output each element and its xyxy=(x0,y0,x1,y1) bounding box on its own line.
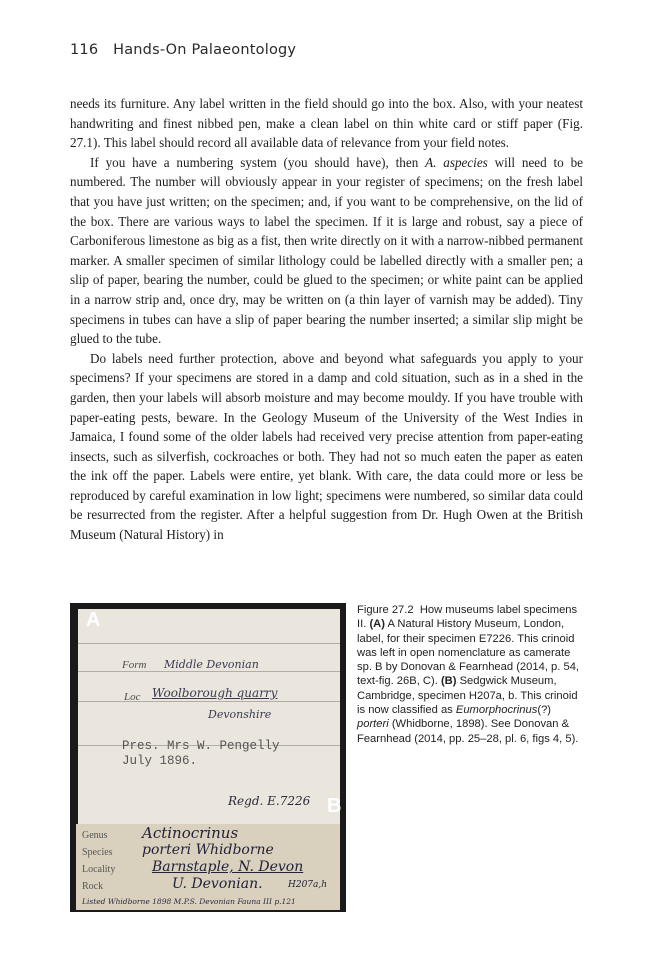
paragraph-2 xyxy=(70,153,583,349)
figure-number: Figure 27.2 xyxy=(357,604,414,616)
species-name: A. aspecies xyxy=(425,154,488,170)
specimen-number: H207a,h xyxy=(288,880,328,890)
panel-a-label: A xyxy=(86,609,101,631)
ruled-line xyxy=(78,643,340,644)
paragraph-3: Do labels need further protection, above and beyond what safeguards you apply to your specimens? If your specimens are stored in a damp and cold situation, such as in a shed in the garden, then your labels will absorb moisture and may become mouldy. If you have trouble with paper-eating pests, beware. In the Geology Museum of the University of the West Indies in Jamaica, I found some of the older labels had received very precise attention from paper-eating insects, such as silverfish, cockroaches or both. They had not so much eaten the paper as eaten the ink off the paper. Labels were entire, yet blank. With care, the data could more or less be reproduced by careful examination in low light; specimens were numbered, so similar data could be resurrected from the register. After a helpful suggestion from Dr. Hugh Owen at the British Museum (Natural History) in xyxy=(70,350,583,543)
locality-field-b: Locality xyxy=(82,864,116,875)
genus-value: Actinocrinus xyxy=(142,824,239,842)
caption-title: How museums label specimens II. xyxy=(357,604,578,631)
caption-b-label: (B) xyxy=(440,675,457,688)
caption-a-text: A Natural History Museum, London, label, for their specimen E7226. This crinoid was left in open nomenclature as camerate sp. B by Donovan & Fearnhead (2014, p. 54, text-fig. 26B, C). xyxy=(357,618,580,688)
figure-caption xyxy=(357,603,583,746)
presentation-date: July 1896. xyxy=(122,754,198,768)
paragraph-2-start: If you have a numbering system (you should have), then xyxy=(90,154,426,170)
ruled-line xyxy=(78,671,340,672)
book-title: Hands-On Palaeontology xyxy=(113,42,297,58)
caption-b-species: porteri xyxy=(357,718,389,731)
caption-b-genus: Eumorphocrinus xyxy=(455,704,538,717)
figure-27-2 xyxy=(70,603,346,912)
genus-field: Genus xyxy=(82,830,108,841)
body-text xyxy=(70,94,583,545)
locality-value-b: Barnstaple, N. Devon xyxy=(152,859,304,875)
locality-value: Woolborough quarry xyxy=(152,686,278,700)
locality-field: Loc xyxy=(124,691,141,703)
label-photo-b xyxy=(76,824,340,910)
presenter: Pres. Mrs W. Pengelly xyxy=(122,739,280,753)
caption-a-label: (A) xyxy=(369,618,385,631)
rock-field: Rock xyxy=(82,881,104,892)
species-value: porteri Whidborne xyxy=(142,842,274,858)
running-head xyxy=(70,42,296,58)
formation-field: Form xyxy=(122,659,147,671)
formation-value: Middle Devonian xyxy=(164,658,259,671)
label-photo-a xyxy=(78,609,340,825)
page-number: 116 xyxy=(70,42,99,58)
locality-county: Devonshire xyxy=(208,708,272,721)
caption-b-query: (?) xyxy=(537,704,552,717)
ruled-line xyxy=(78,701,340,702)
label-footer-note: Listed Whidborne 1898 M.P.S. Devonian Fauna III p.121 xyxy=(82,897,296,906)
paragraph-2-rest: will need to be numbered. The number will obviously appear in your register of specimens; on the fresh label that you have just written; on the specimen; and, if you want to be comprehensive, on the lid of the box. There are various ways to label the specimen. If it is large and robust, say a piece of Carboniferous limestone as big as a fist, then write directly on it with a narrow-nibbed permanent marker. A smaller specimen of similar lithology could be labelled directly with a smaller pen; a slip of paper, bearing the number, could be glued to the specimen; or white paint can be applied in a narrow strip and, once dry, may be written on (a thin layer of varnish may be added). Tiny specimens in tubes can have a slip of paper bearing the number inserted; a similar slip might be glued to the tube. xyxy=(70,154,583,347)
paragraph-1: needs its furniture. Any label written in the field should go into the box. Also, with your neatest handwriting and finest nibbed pen, make a clean label on thin white card or stiff paper (Fig. 27.1). This label should record all available data of relevance from your field notes. xyxy=(70,96,583,151)
registration-number: Regd. E.7226 xyxy=(228,794,311,808)
caption-b-text: Sedgwick Museum, Cambridge, specimen H207a, b. This crinoid is now classified as xyxy=(357,675,578,717)
panel-b-label: B xyxy=(327,795,342,817)
rock-value: U. Devonian. xyxy=(172,876,263,892)
species-field: Species xyxy=(82,847,113,858)
caption-b-text-2: (Whidborne, 1898). See Donovan & Fearnhead (2014, pp. 25–28, pl. 6, figs 4, 5). xyxy=(357,718,579,745)
